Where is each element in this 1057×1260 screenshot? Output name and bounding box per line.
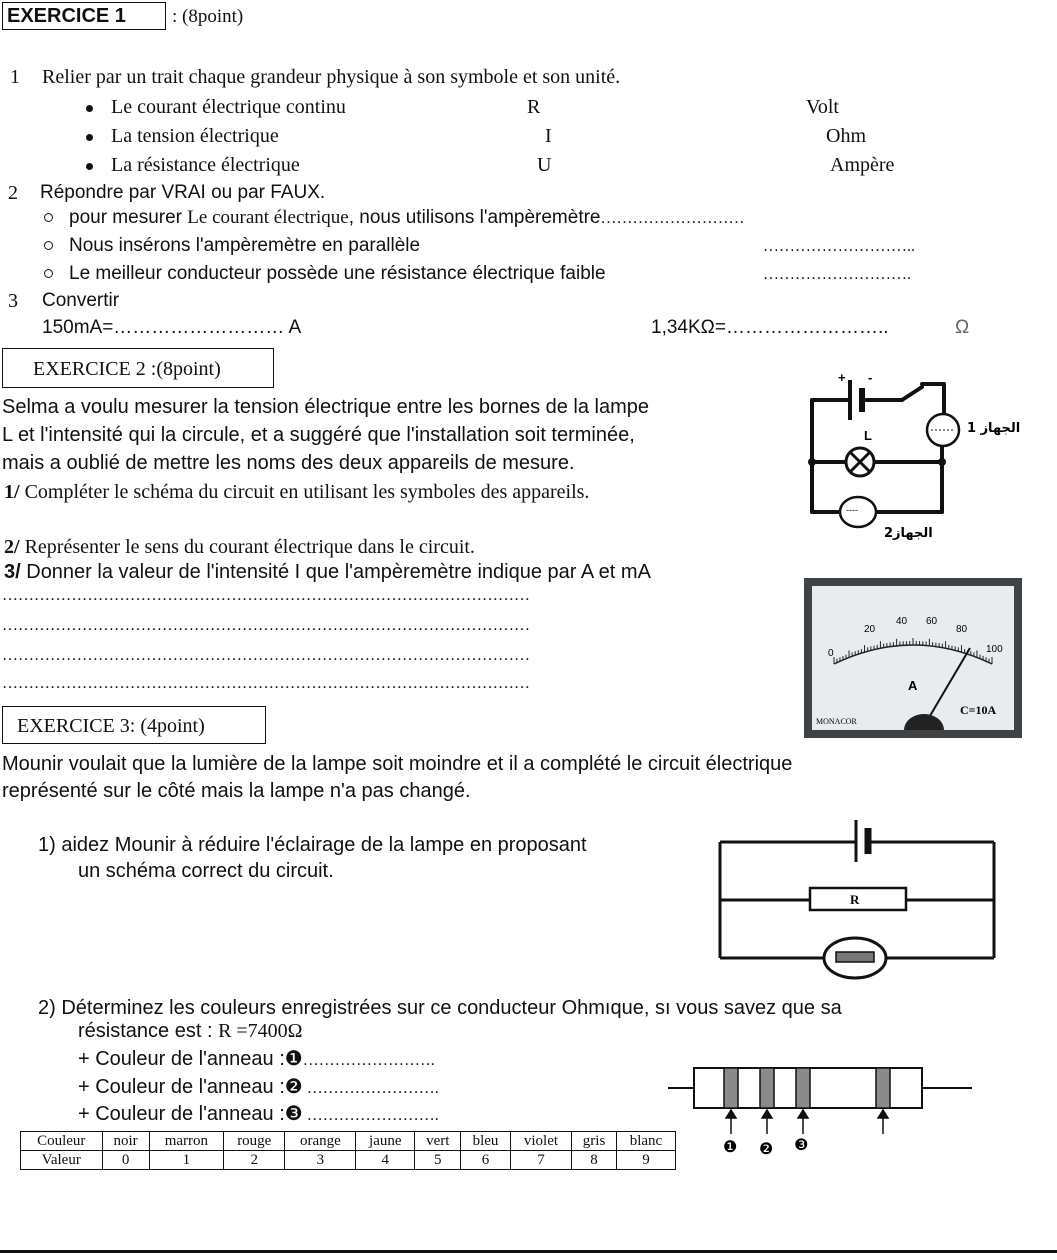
bullet [86,105,93,112]
ammeter-face [812,586,1014,730]
ex1-q2-num: 2 [8,182,18,204]
ex1-title: EXERCICE 1 [7,5,126,27]
ex1-q2-blank-2: ……………………….. [763,238,915,255]
ex1-q1-num: 1 [10,66,20,88]
table-cell: bleu [461,1132,511,1151]
table-cell: marron [149,1132,223,1151]
bottom-rule [0,1250,1057,1253]
band-1 [724,1068,738,1108]
meter-brand: MONACOR [816,717,857,726]
ex1-row-3: La résistance électrique [86,154,300,177]
answer-line-2: ……………………………………………………………………………………… [2,617,530,634]
ex1-q3-num: 3 [8,290,18,312]
table-cell: Valeur [21,1151,103,1170]
ex1-unit-3: Ampère [830,154,895,176]
color-code-table [20,1131,676,1170]
scale-tick-20: 20 [864,624,876,635]
ring-marker-1: ❶ [723,1137,738,1156]
ex1-title-box [2,2,166,30]
table-cell: 7 [510,1151,571,1170]
table-cell: orange [285,1132,356,1151]
ex1-q3-text: Convertir [42,290,120,311]
table-cell: gris [572,1132,617,1151]
resistor-color-bands [668,1060,984,1156]
ring-marker-2: ❷ [759,1139,774,1156]
ex1-q2-item-1: pour mesurer Le courant électrique, nous utilisons l'ampèremètre……………………… [44,207,745,229]
ex1-q1-text: Relier par un trait chaque grandeur physique à son symbole et son unité. [42,66,621,88]
ring-question-3: + Couleur de l'anneau :❸ ……………………. [78,1103,439,1125]
ex1-q3-left: 150mA=……………………… A [42,317,302,338]
ex3-intro-1: Mounir voulait que la lumière de la lampe soit moindre et il a complété le circuit électrique [2,753,793,775]
lamp-label: L [864,428,872,443]
ex2-circuit-diagram [782,352,1054,548]
ring-question-1: + Couleur de l'anneau :❶……………………. [78,1048,435,1070]
device-2-label: الجهاز2 [884,526,933,541]
meter-caliber: C=10A [960,703,997,717]
table-cell: 0 [102,1151,149,1170]
lamp-filament [836,952,874,962]
ammeter-dial [804,578,1022,738]
ex1-q3-omega: Ω [955,317,970,338]
table-cell: Couleur [21,1132,103,1151]
table-cell: jaune [356,1132,415,1151]
band-2 [760,1068,774,1108]
answer-line-1: ……………………………………………………………………………………… [2,587,530,604]
bullet [86,134,93,141]
table-cell: 1 [149,1151,223,1170]
ex1-points: : (8point) [172,6,244,27]
ex1-symbol-2: I [545,125,552,147]
table-cell: 6 [461,1151,511,1170]
ex1-row-1: Le courant électrique continu [86,96,346,119]
ex1-q2-text: Répondre par VRAI ou par FAUX. [40,182,326,203]
scale-tick-0: 0 [828,648,834,659]
ex2-title-box [2,348,274,388]
bullet [44,241,53,250]
ex2-q1: 1/ Compléter le schéma du circuit en utilisant les symboles des appareils. [4,481,590,503]
table-row-values [21,1151,676,1170]
battery-plus: + [838,370,846,385]
ex3-q2-line-1: 2) Déterminez les couleurs enregistrées sur ce conducteur Ohmıque, sı vous savez que sa [38,997,842,1019]
battery-minus: - [868,370,873,385]
ex2-q2: 2/ Représenter le sens du courant électrique dans le circuit. [4,536,475,558]
ex1-q2-blank-3: ………………………. [763,266,911,283]
ex1-q2-item-3: Le meilleur conducteur possède une résistance électrique faible [44,263,606,285]
device-2-dashes: ---- [846,505,858,515]
table-cell: 3 [285,1151,356,1170]
table-cell: noir [102,1132,149,1151]
table-row-colors [21,1132,676,1151]
ex2-intro-2: L et l'intensité qui la circule, et a suggéré que l'installation soit terminée, [2,424,635,446]
bullet [44,269,53,278]
ex3-title-box [2,706,266,744]
ex2-intro-3: mais a oublié de mettre les noms des deux appareils de mesure. [2,452,575,474]
scale-tick-100: 100 [986,644,1003,655]
table-cell: blanc [616,1132,675,1151]
table-cell: vert [415,1132,461,1151]
band-3 [796,1068,810,1108]
ex3-intro-2: représenté sur le côté mais la lampe n'a pas changé. [2,780,471,802]
ex1-unit-1: Volt [806,96,839,118]
ex3-q2-line-2: résistance est : R =7400Ω [78,1020,303,1042]
ex3-title: EXERCICE 3: (4point) [17,715,205,737]
table-cell: 4 [356,1151,415,1170]
ex3-circuit-diagram [710,812,1000,988]
ex2-title: EXERCICE 2 :(8point) [33,358,221,380]
meter-unit: A [908,678,918,693]
resistor-label: R [850,892,860,907]
ex3-q1-line-1: 1) aidez Mounir à réduire l'éclairage de la lampe en proposant [38,834,587,856]
table-cell: violet [510,1132,571,1151]
ring-marker-3: ❸ [794,1135,809,1154]
ex1-symbol-1: R [527,96,541,118]
scale-tick-60: 60 [926,616,938,627]
ex1-q3-right: 1,34KΩ=…………………….. [651,317,889,338]
ex3-q1-line-2: un schéma correct du circuit. [78,860,334,882]
answer-line-4: ……………………………………………………………………………………… [2,675,530,692]
table-cell: 8 [572,1151,617,1170]
device-1-label: 1 الجهاز [967,421,1021,436]
table-cell: rouge [224,1132,285,1151]
ex1-row-2: La tension électrique [86,125,279,148]
table-cell: 2 [224,1151,285,1170]
bullet [44,213,53,222]
scale-tick-40: 40 [896,616,908,627]
answer-line-3: ……………………………………………………………………………………… [2,647,530,664]
band-4 [876,1068,890,1108]
ex2-intro-1: Selma a voulu mesurer la tension électrique entre les bornes de la lampe [2,396,650,418]
ex1-unit-2: Ohm [826,125,866,147]
ring-question-2: + Couleur de l'anneau :❷ ……………………. [78,1076,439,1098]
ex1-q2-item-2: Nous insérons l'ampèremètre en parallèle [44,235,420,257]
table-cell: 5 [415,1151,461,1170]
ex1-symbol-3: U [537,154,552,176]
scale-tick-80: 80 [956,624,968,635]
ex2-q3: 3/ Donner la valeur de l'intensité I que l'ampèremètre indique par A et mA [4,561,651,583]
bullet [86,163,93,170]
table-cell: 9 [616,1151,675,1170]
